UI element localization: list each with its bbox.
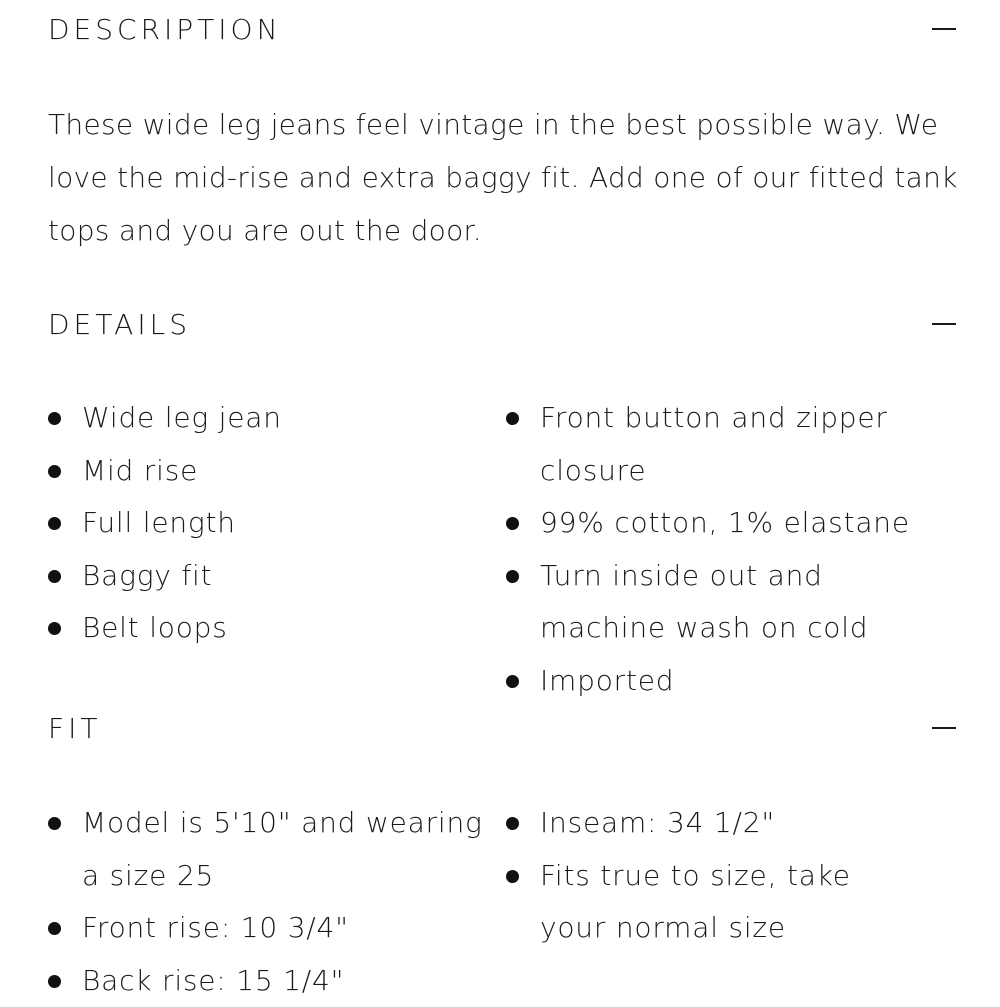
bullet-icon: [48, 817, 61, 830]
list-item: [48, 955, 498, 1007]
list-item: [48, 797, 498, 902]
list-item: [506, 850, 906, 955]
list-item: [506, 392, 966, 497]
list-item-label: Turn inside out and machine wash on cold: [540, 559, 868, 645]
list-item-label: Front button and zipper closure: [540, 401, 888, 487]
list-item: [48, 392, 468, 445]
list-item-label: Inseam: 34 1/2": [540, 806, 775, 839]
list-item-label: Back rise: 15 1/4": [82, 964, 344, 997]
bullet-icon: [48, 975, 61, 988]
list-item: [48, 550, 468, 603]
bullet-icon: [48, 517, 61, 530]
bullet-icon: [506, 675, 519, 688]
list-item: [48, 497, 468, 550]
details-header[interactable]: [48, 304, 956, 344]
bullet-icon: [48, 465, 61, 478]
bullet-icon: [48, 622, 61, 635]
list-item: [48, 902, 498, 955]
bullet-icon: [506, 570, 519, 583]
fit-list-right: [506, 797, 906, 955]
fit-title: FIT: [48, 712, 101, 745]
description-header[interactable]: [48, 9, 956, 49]
description-title: DESCRIPTION: [48, 13, 282, 46]
bullet-icon: [506, 517, 519, 530]
minus-icon[interactable]: [932, 312, 956, 336]
details-list-right: [506, 392, 966, 707]
list-item: [506, 655, 966, 708]
list-item-label: Model is 5'10" and wearing a size 25: [82, 806, 483, 892]
bullet-icon: [48, 570, 61, 583]
list-item: [506, 797, 906, 850]
fit-header[interactable]: [48, 708, 956, 748]
details-title: DETAILS: [48, 308, 191, 341]
list-item: [48, 602, 468, 655]
bullet-icon: [506, 412, 519, 425]
list-item-label: Imported: [540, 664, 674, 697]
bullet-icon: [48, 922, 61, 935]
list-item-label: Front rise: 10 3/4": [82, 911, 349, 944]
bullet-icon: [506, 870, 519, 883]
bullet-icon: [506, 817, 519, 830]
description-text: These wide leg jeans feel vintage in the best possible way. We love the mid-rise and extra baggy fit. Add one of our fitted tank tops and you are out the door.: [48, 98, 958, 257]
minus-icon[interactable]: [932, 716, 956, 740]
list-item: [506, 497, 966, 550]
list-item-label: Belt loops: [82, 611, 228, 644]
list-item-label: Wide leg jean: [82, 401, 282, 434]
details-list-left: [48, 392, 468, 655]
list-item-label: Mid rise: [82, 454, 198, 487]
minus-icon[interactable]: [932, 17, 956, 41]
list-item: [48, 445, 468, 498]
bullet-icon: [48, 412, 61, 425]
list-item-label: Fits true to size, take your normal size: [540, 859, 851, 945]
fit-list-left: [48, 797, 498, 1007]
list-item: [506, 550, 966, 655]
list-item-label: Full length: [82, 506, 236, 539]
list-item-label: Baggy fit: [82, 559, 212, 592]
list-item-label: 99% cotton, 1% elastane: [540, 506, 910, 539]
